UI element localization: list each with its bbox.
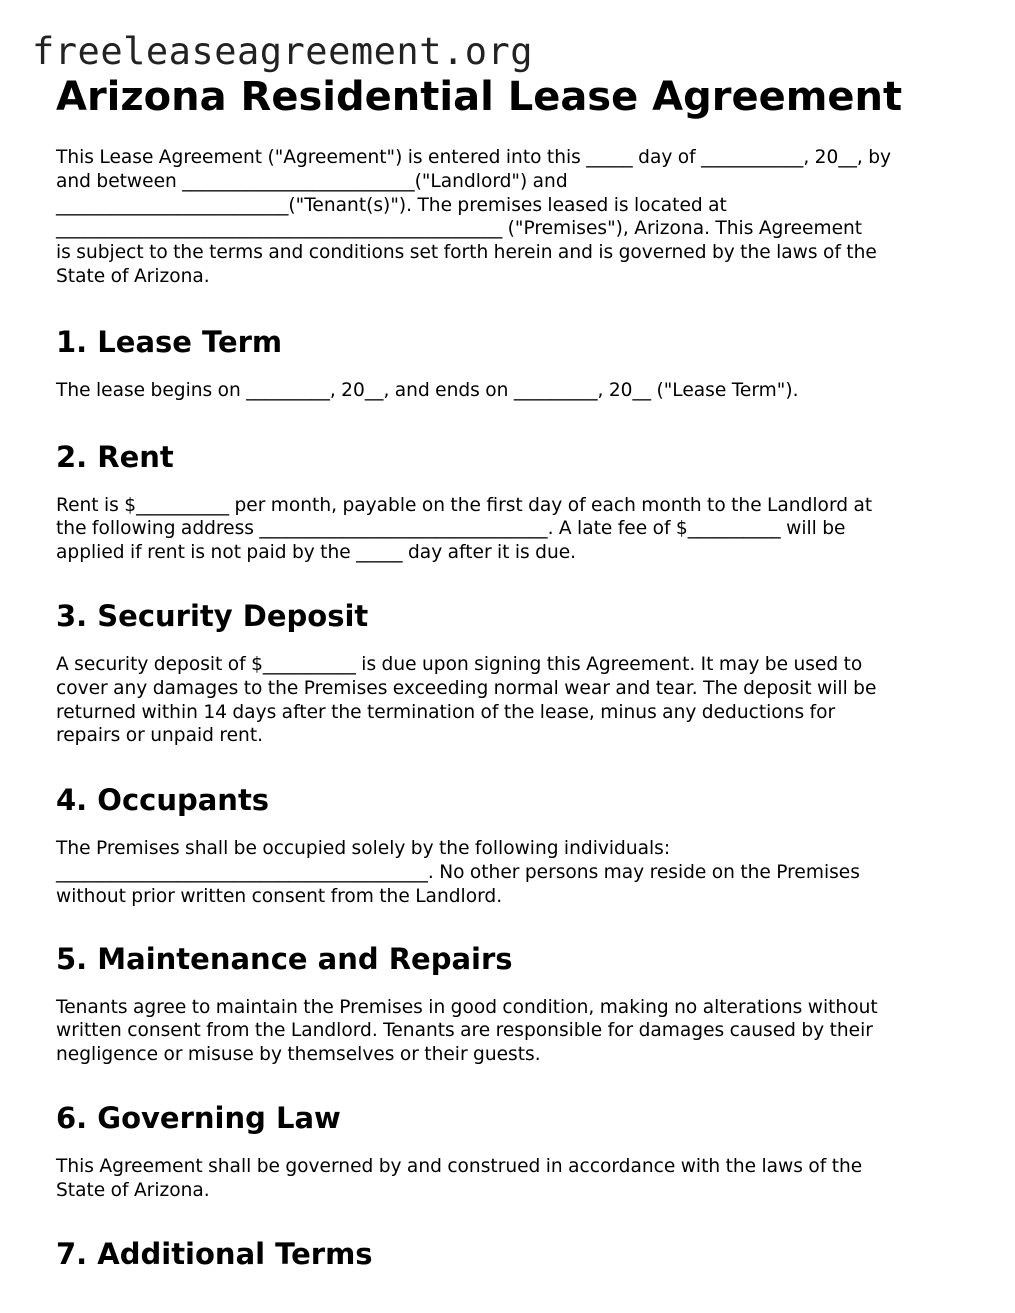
- text-line: returned within 14 days after the termination of the lease, minus any deductions for: [56, 701, 836, 723]
- text-line: The lease begins on _________, 20__, and ends on _________, 20__ ("Lease Term").: [56, 379, 799, 401]
- section-lease-term: [56, 324, 961, 403]
- section-paragraph: [56, 1155, 961, 1203]
- text-line: applied if rent is not paid by the _____ day after it is due.: [56, 542, 577, 564]
- section-heading: 5. Maintenance and Repairs: [56, 941, 513, 976]
- section-heading: 4. Occupants: [56, 783, 270, 818]
- section-heading: 1. Lease Term: [56, 324, 283, 359]
- section-heading: 2. Rent: [56, 439, 174, 474]
- text-line: State of Arizona.: [56, 1179, 210, 1201]
- text-line: Tenants agree to maintain the Premises in good condition, making no alterations without: [56, 996, 878, 1018]
- text-line: written consent from the Landlord. Tenants are responsible for damages caused by their: [56, 1020, 873, 1042]
- text-line: is subject to the terms and conditions set forth herein and is governed by the laws of the: [56, 242, 877, 264]
- text-line: and between _________________________("Landlord") and: [56, 170, 568, 192]
- document-title: Arizona Residential Lease Agreement: [56, 74, 903, 120]
- section-paragraph: [56, 494, 961, 565]
- section-occupants: [56, 782, 961, 908]
- section-paragraph: [56, 653, 961, 748]
- text-line: negligence or misuse by themselves or their guests.: [56, 1044, 541, 1066]
- section-maintenance-and-repairs: [56, 941, 961, 1067]
- text-line: _________________________("Tenant(s)"). The premises leased is located at: [56, 194, 727, 216]
- section-security-deposit: [56, 598, 961, 748]
- text-line: The Premises shall be occupied solely by the following individuals:: [56, 838, 671, 860]
- text-line: A security deposit of $__________ is due upon signing this Agreement. It may be used to: [56, 653, 863, 675]
- section-rent: [56, 439, 961, 565]
- section-heading: 7. Additional Terms: [56, 1236, 373, 1271]
- text-line: State of Arizona.: [56, 265, 210, 287]
- text-line: ________________________________________. No other persons may reside on the Premises: [56, 861, 860, 883]
- section-paragraph: [56, 837, 961, 908]
- site-watermark: freeleaseagreement.org: [32, 30, 534, 73]
- text-line: the following address _______________________________. A late fee of $__________ will be: [56, 518, 846, 540]
- section-heading: 3. Security Deposit: [56, 598, 369, 633]
- text-line: repairs or unpaid rent.: [56, 725, 264, 747]
- section-paragraph: [56, 379, 961, 403]
- section-additional-terms: [56, 1236, 961, 1272]
- text-line: This Lease Agreement ("Agreement") is entered into this _____ day of ___________, 20__, by: [56, 147, 892, 168]
- document-page: [56, 70, 961, 1272]
- text-line: This Agreement shall be governed by and construed in accordance with the laws of the: [56, 1155, 863, 1177]
- text-line: cover any damages to the Premises exceeding normal wear and tear. The deposit will be: [56, 677, 877, 699]
- text-line: Rent is $__________ per month, payable on the first day of each month to the Landlord at: [56, 494, 873, 516]
- section-governing-law: [56, 1100, 961, 1203]
- intro-paragraph: [56, 146, 961, 289]
- text-line: without prior written consent from the Landlord.: [56, 885, 503, 907]
- section-heading: 6. Governing Law: [56, 1100, 341, 1135]
- text-line: ________________________________________________ ("Premises"), Arizona. This Agreement: [56, 218, 863, 240]
- section-paragraph: [56, 996, 961, 1067]
